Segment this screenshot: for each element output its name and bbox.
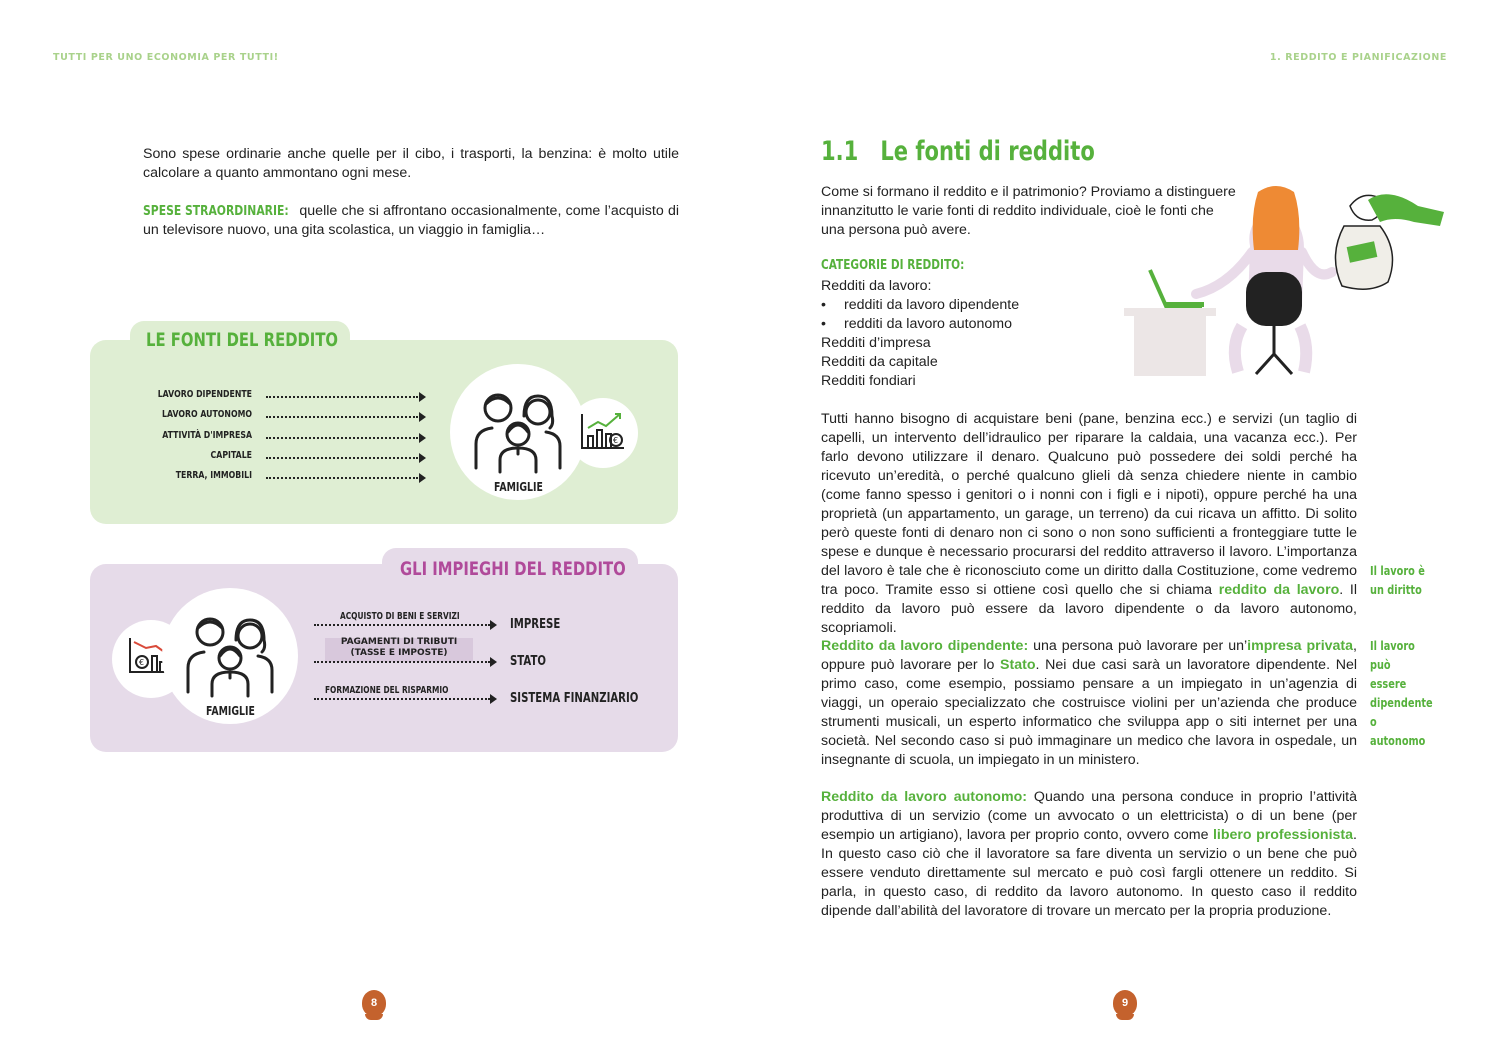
flow-label: ACQUISTO DI BENI E SERVIZI [340,611,460,622]
main-text-a: Tutti hanno bisogno di acquistare beni (pane, benzina ecc.) e servizi (un taglio di capelli, un intervento dell’idraulico per riparare la caldaia, una vacanza ecc.). Per farlo devono utilizzare il denaro. Qualcuno può possedere dei soldi perché ha ricevuto un’eredità, o perché qualcuno glieli dà senza chiedere niente in cambio (come fanno spesso i genitori o i nonni con i figli e i nipoti), oppure perché ha una proprietà (un appartamento, un garage, un terreno) da cui ricava un affitto. Di solito però queste fonti di denaro non ci sono o non sono sufficienti a fronteggiare tutte le spese e dunque è necessario procurarsi del reddito attraverso il lavoro. L’importanza del lavoro è tale che è riconosciuto come un diritto dalla Costituzione, come vedremo tra poco. Tramite esso si ottiene così quello che si chiama [821,411,1357,598]
main-paragraph [821,410,1357,638]
section-title [821,136,1172,167]
dotted-arrow-line [314,661,490,663]
category-item: Redditi da lavoro: [821,278,932,294]
dependent-work-label: Reddito da lavoro dipendente: [821,638,1029,654]
running-head-right: 1. REDDITO E PIANIFICAZIONE [1269,52,1447,63]
flow-label: FORMAZIONE DEL RISPARMIO [325,685,449,696]
emphasis-reddito-da-lavoro: reddito da lavoro [1218,582,1340,598]
svg-text:€: € [613,436,619,445]
category-item: Redditi d’impresa [821,335,931,351]
page-number-left: 8 [362,990,386,1016]
woman-at-desk-illustration [1118,186,1448,382]
dotted-arrow-line [314,624,490,626]
dotted-arrow-line [266,437,418,439]
self-employed-text-b: . In questo caso ciò che il lavoratore sa fare diventa un servizio o un bene che può essere venduto direttamente sul mercato e può così fargli ottenere un reddito. Si parla, in questo caso, di reddito da lavoro autonomo. In questo caso il reddito dipende dall’abilità del lavoratore di trovare un mercato per la propria produzione. [821,827,1357,919]
main-text-b: . Il reddito da lavoro può essere da lavoro dipendente o da lavoro autonomo, scopriamoli. [821,582,1358,636]
categories-label: CATEGORIE DI REDDITO: [821,257,965,273]
category-bullet [821,296,1121,315]
margin-note-right-to-work: Il lavoro è un diritto [1370,563,1425,597]
bullet-icon: • [821,297,826,313]
source-item: LAVORO AUTONOMO [161,409,252,420]
svg-text:€: € [139,658,145,667]
dotted-arrow-line [266,477,418,479]
dotted-arrow-line [266,416,418,418]
arrow-right-icon [419,412,426,422]
category-subitem: redditi da lavoro autonomo [844,316,1012,332]
section-heading: Le fonti di reddito [880,136,1095,167]
source-item: LAVORO DIPENDENTE [157,389,252,400]
family-label: FAMIGLIE [494,480,543,494]
page-number-right: 9 [1113,990,1137,1016]
source-item: TERRA, IMMOBILI [175,470,252,481]
paragraph-extraordinary-expenses [143,202,679,240]
emphasis-stato: Stato [1000,657,1036,673]
dotted-arrow-line [266,457,418,459]
dotted-arrow-line [266,396,418,398]
arrow-right-icon [490,657,497,667]
arrow-right-icon [419,453,426,463]
dotted-arrow-line [314,698,490,700]
margin-note-dependent-or-autonomous: Il lavoro può essere dipendente o autonomo [1370,638,1433,748]
self-employed-text-a: Quando una persona conduce in proprio l’attività produttiva di un servizio (come un avvocato o un elettricista) o di un bene (per esempio un artigiano), lavora per proprio conto, ovvero come [821,789,1357,843]
arrow-right-icon [419,473,426,483]
family-icon [182,612,278,698]
source-item: CAPITALE [210,450,252,461]
running-head-left: TUTTI PER UNO ECONOMIA PER TUTTI! [53,52,279,63]
source-item: ATTIVITÀ D'IMPRESA [162,430,252,441]
family-label: FAMIGLIE [206,704,255,718]
section-number: 1.1 [821,136,859,167]
emphasis-impresa-privata: impresa privata [1247,638,1354,654]
flow-destination: SISTEMA FINANZIARIO [510,691,639,706]
self-employed-paragraph [821,788,1357,921]
arrow-right-icon [490,620,497,630]
flow-destination: STATO [510,654,547,669]
arrow-right-icon [419,433,426,443]
emphasis-libero-professionista: libero professionista [1212,827,1354,843]
categories-list [821,277,1121,391]
paragraph-ordinary-expenses: Sono spese ordinarie anche quelle per il cibo, i trasporti, la benzina: è molto utile calcolare a quanto ammontano ogni mese. [143,146,679,181]
arrow-right-icon [419,392,426,402]
intro-paragraph: Come si formano il reddito e il patrimonio? Proviamo a distinguere innanzitutto le varie fonti di reddito individuale, cioè le fonti che una persona può avere. [821,184,1236,238]
extraordinary-text: quelle che si affrontano occasionalmente, come l’acquisto di un televisore nuovo, una gita scolastica, un viaggio in famiglia… [143,203,679,238]
flow-label: PAGAMENTI DI TRIBUTI (TASSE E IMPOSTE) [340,637,458,658]
bullet-icon: • [821,316,826,332]
flow-destination: IMPRESE [510,617,561,632]
dependent-text-c: . Nei due casi sarà un lavoratore dipendente. Nel primo caso, come esempio, possiamo pensare a un impiegato in un’agenzia di viaggi, un operaio specializzato che costruisce violini per un’azienda che produce strumenti musicali, un esperto informatico che sviluppa app o siti internet per una società. Nel secondo caso si può immaginare un medico che lavora in ospedale, un insegnante di scuola, un impiegato in un ministero. [821,657,1357,768]
arrow-right-icon [490,694,497,704]
dependent-text-a: una persona può lavorare per un’ [1028,638,1248,654]
growth-chart-icon [578,410,628,454]
extraordinary-label: SPESE STRAORDINARIE: [143,203,289,219]
sources-diagram-title: LE FONTI DEL REDDITO [146,329,339,351]
category-item: Redditi fondiari [821,373,916,389]
category-subitem: redditi da lavoro dipendente [844,297,1020,313]
page-number-base [1116,1014,1134,1020]
uses-diagram-title: GLI IMPIEGHI DEL REDDITO [400,558,626,580]
family-icon [470,388,566,474]
category-item: Redditi da capitale [821,354,938,370]
page-number-base [365,1014,383,1020]
dependent-work-paragraph [821,637,1357,770]
dependent-text-b: , oppure può lavorare per lo [821,638,1357,673]
category-bullet [821,315,1121,334]
self-employed-label: Reddito da lavoro autonomo: [821,789,1027,805]
